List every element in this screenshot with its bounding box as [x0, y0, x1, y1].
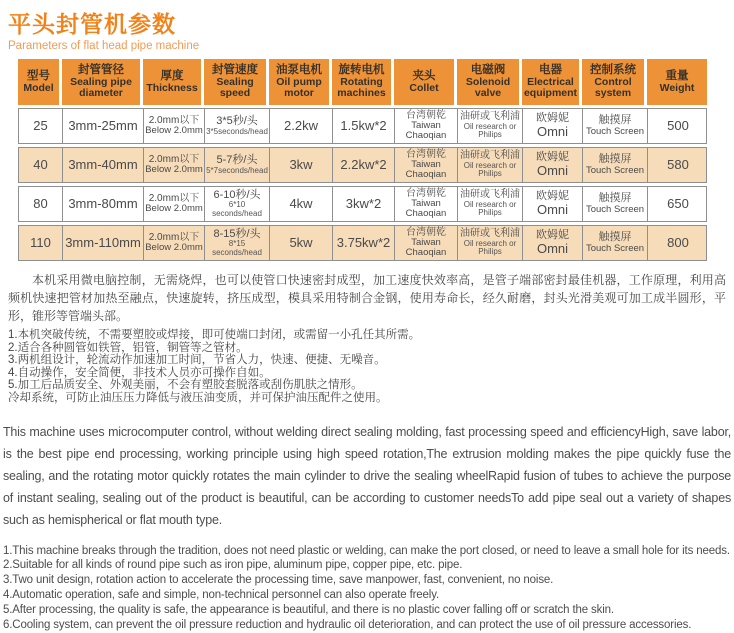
cell-oil-pump: 2.2kw: [270, 109, 333, 143]
cell-weight: 500: [667, 118, 689, 133]
cell-thickness: 2.0mm以下 Below 2.0mm: [144, 226, 205, 260]
cell-speed: 8-15秒/头 8*15 seconds/head: [205, 226, 270, 260]
col-header-solenoid: 电磁阀 Solenoid valve: [457, 59, 522, 105]
cell-diameter: 3mm-40mm: [63, 148, 144, 182]
cell-solenoid: 油研或飞利浦 Oil research or Philips: [458, 187, 523, 221]
cell-weight: 580: [667, 157, 689, 172]
table-header-row: [18, 59, 707, 105]
cell-rotating: 2.2kw*2: [333, 148, 395, 182]
cell-control: 触摸屏 Touch Screen: [583, 148, 648, 182]
cell-control: 触摸屏 Touch Screen: [583, 187, 648, 221]
col-header-model: 型号 Model: [18, 59, 62, 105]
feature-item-zh: 5.加工后品质安全、外观美丽，不会有塑胶套脱落或刮伤肌肤之情形。: [8, 379, 363, 392]
cell-collet: 台湾朝乾 Taiwan Chaoqian: [395, 187, 458, 221]
table-row-model-110: [18, 225, 707, 261]
feature-item-zh: 1.本机突破传统，不需要塑胶或焊接，即可使端口封闭，或需留一小孔任其所需。: [8, 329, 421, 341]
cell-rotating: 1.5kw*2: [333, 109, 395, 143]
col-header-rotating: 旋转电机 Rotating machines: [332, 59, 394, 105]
feature-list-en: [3, 544, 731, 633]
cell-oil-pump: 5kw: [270, 226, 333, 260]
cell-control: 触摸屏 Touch Screen: [583, 109, 648, 143]
cell-model: 80: [19, 187, 63, 221]
table-row-model-80: [18, 186, 707, 222]
cell-weight: 650: [667, 196, 689, 211]
feature-item-en: 2.Suitable for all kinds of round pipe such as iron pipe, aluminum pipe, copper pipe, etc. pipe.: [3, 559, 463, 572]
page-subtitle: Parameters of flat head pipe machine: [8, 40, 200, 52]
feature-list-zh: [8, 329, 726, 405]
cell-speed: 5-7秒/头 5*7seconds/head: [205, 148, 270, 182]
feature-item-zh: 4.自动操作，安全简便，非技术人员亦可操作自如。: [8, 366, 271, 379]
cell-oil-pump: 4kw: [270, 187, 333, 221]
col-header-diameter: 封管管径 Sealing pipe diameter: [62, 59, 143, 105]
cell-collet: 台湾朝乾 Taiwan Chaoqian: [395, 109, 458, 143]
col-header-electrical: 电器 Electrical equipment: [522, 59, 582, 105]
parameters-table: [18, 59, 707, 261]
col-header-thickness: 厚度 Thickness: [143, 59, 204, 105]
table-row-model-40: [18, 147, 707, 183]
col-header-speed: 封管速度 Sealing speed: [204, 59, 269, 105]
cell-thickness: 2.0mm以下 Below 2.0mm: [144, 109, 205, 143]
cell-diameter: 3mm-25mm: [63, 109, 144, 143]
cell-diameter: 3mm-110mm: [63, 226, 144, 260]
cell-weight: 800: [667, 235, 689, 250]
col-header-collet: 夹头 Collet: [394, 59, 457, 105]
cell-thickness: 2.0mm以下 Below 2.0mm: [144, 148, 205, 182]
feature-item-en: 1.This machine breaks through the tradition, does not need plastic or welding, can make the port closed, or need to leave a small hole for its needs.: [3, 544, 730, 557]
cell-rotating: 3.75kw*2: [333, 226, 395, 260]
feature-item-zh: 2.适合各种圆管如铁管，铝管，铜管等之管材。: [8, 341, 248, 354]
feature-item-en: 6.Cooling system, can prevent the oil pressure reduction and hydraulic oil deterioration, and can protect the use of oil pressure accessories.: [3, 619, 692, 632]
cell-solenoid: 油研或飞利浦 Oil research or Philips: [458, 148, 523, 182]
description-paragraph-zh: 本机采用微电脑控制，无需烧焊，也可以使管口快速密封成型，加工速度快效率高，是管子端部密封最佳机器，工作原理，利用高频机快速把管材加热至融点，快速旋转，挤压成型，模具采用特制合金钢，使用寿命长，经久耐磨，封头光滑美观可加工成半圆形，平形，锥形等管端头部。: [8, 273, 726, 323]
cell-control: 触摸屏 Touch Screen: [583, 226, 648, 260]
cell-model: 25: [19, 109, 63, 143]
table-row-model-25: [18, 108, 707, 144]
cell-collet: 台湾朝乾 Taiwan Chaoqian: [395, 148, 458, 182]
cell-thickness: 2.0mm以下 Below 2.0mm: [144, 187, 205, 221]
col-header-weight: 重量 Weight: [647, 59, 707, 105]
col-header-oil-pump: 油泵电机 Oil pump motor: [269, 59, 332, 105]
cell-electrical: 欧姆妮 Omni: [523, 226, 583, 260]
feature-item-zh: 冷却系统，可防止油压压力降低与液压油变质，并可保护油压配件之使用。: [8, 391, 388, 404]
feature-item-zh: 3.两机组设计，轮流动作加速加工时间，节省人力，快速、便捷、无噪音。: [8, 354, 386, 367]
cell-solenoid: 油研或飞利浦 Oil research or Philips: [458, 226, 523, 260]
feature-item-en: 4.Automatic operation, safe and simple, non-technical personnel can also operate freely.: [3, 589, 439, 602]
feature-item-en: 3.Two unit design, rotation action to accelerate the processing time, save manpower, fast, convenient, no noise.: [3, 574, 554, 587]
cell-electrical: 欧姆妮 Omni: [523, 109, 583, 143]
cell-electrical: 欧姆妮 Omni: [523, 187, 583, 221]
cell-model: 40: [19, 148, 63, 182]
cell-oil-pump: 3kw: [270, 148, 333, 182]
cell-diameter: 3mm-80mm: [63, 187, 144, 221]
cell-speed: 3*5秒/头 3*5seconds/head: [205, 109, 270, 143]
feature-item-en: 5.After processing, the quality is safe, the appearance is beautiful, and there is no plastic cover falling off or scratch the skin.: [3, 604, 614, 617]
cell-collet: 台湾朝乾 Taiwan Chaoqian: [395, 226, 458, 260]
cell-solenoid: 油研或飞利浦 Oil research or Philips: [458, 109, 523, 143]
cell-rotating: 3kw*2: [333, 187, 395, 221]
spec-sheet-page: [0, 6, 734, 632]
cell-speed: 6-10秒/头 6*10 seconds/head: [205, 187, 270, 221]
description-paragraph-en: This machine uses microcomputer control, without welding direct sealing molding, fast processing speed and efficiencyHigh, save labor, is the best pipe end processing, working principle using high speed rotation,The extrusion molding makes the pipe quickly fuse the sealing, and the rotating motor quickly rotates the main cylinder to drive the sealing wheelRapid fusion of tubes to achieve the purpose of instant sealing, sealing out of the product is beautiful, can be according to customer needsTo add pipe seal out a variety of shapes such as hemispherical or flat mouth type.: [3, 424, 731, 527]
page-title: 平头封管机参数: [8, 11, 176, 37]
cell-model: 110: [19, 226, 63, 260]
cell-electrical: 欧姆妮 Omni: [523, 148, 583, 182]
col-header-control: 控制系统 Control system: [582, 59, 647, 105]
